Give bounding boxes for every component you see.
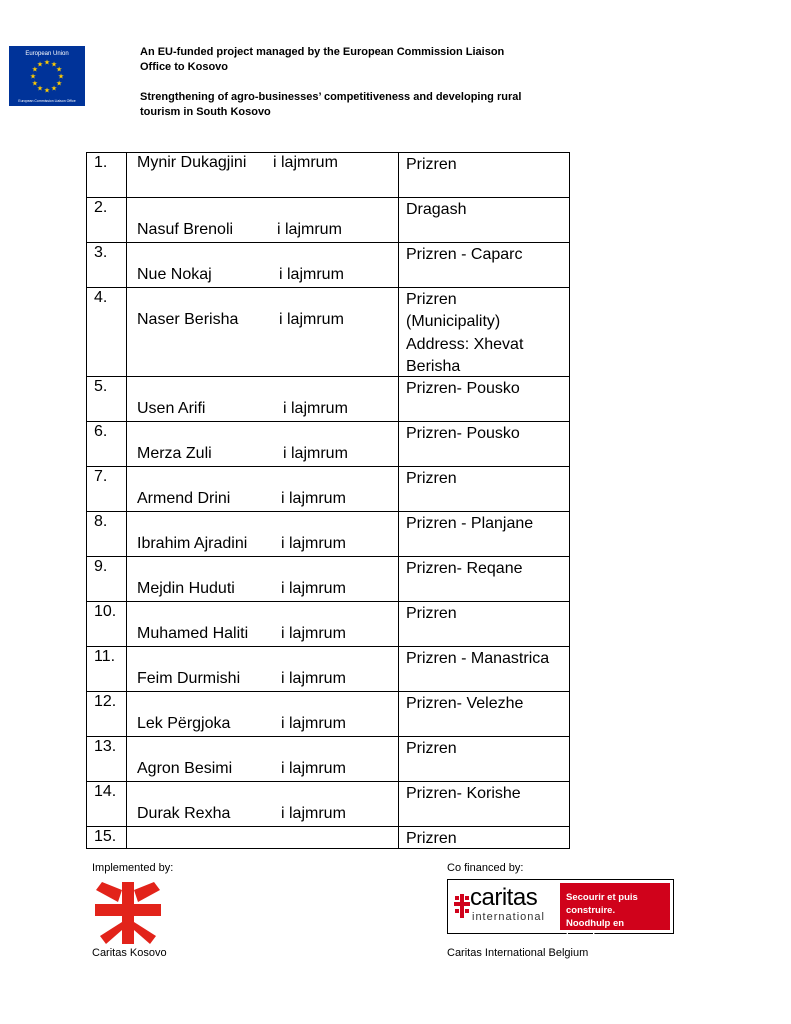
row-number-cell <box>87 288 127 377</box>
location-line: Prizren <box>406 291 457 308</box>
implemented-by-label: Implemented by: <box>92 862 174 874</box>
table-row <box>87 737 570 782</box>
header-line-4: tourism in South Kosovo <box>140 106 271 118</box>
row-number: 12. <box>94 693 117 710</box>
row-number: 13. <box>94 738 117 755</box>
eu-logo <box>9 46 85 106</box>
location-cell <box>399 377 570 422</box>
location-cell <box>399 422 570 467</box>
name-cell <box>127 467 399 512</box>
row-number: 10. <box>94 603 117 620</box>
location-line: Prizren <box>406 470 457 487</box>
row-number: 7. <box>94 468 108 485</box>
name-cell <box>127 288 399 377</box>
location-text <box>406 828 457 850</box>
name-cell <box>127 602 399 647</box>
table-row <box>87 377 570 422</box>
row-number: 8. <box>94 513 108 530</box>
status-text: i lajmrum <box>273 154 338 171</box>
location-text <box>406 603 457 625</box>
person-name: Mynir Dukagjini <box>137 154 247 171</box>
eu-star-icon: ★ <box>36 85 44 93</box>
location-line: Prizren - Caparc <box>406 246 523 263</box>
location-line: Prizren - Manastrica <box>406 650 550 667</box>
location-cell <box>399 647 570 692</box>
row-number: 15. <box>94 828 117 845</box>
name-cell <box>127 512 399 557</box>
person-name: Feim Durmishi <box>137 670 241 687</box>
location-line: Dragash <box>406 201 467 218</box>
location-line: Prizren- Reqane <box>406 560 523 577</box>
name-cell <box>127 557 399 602</box>
eu-star-icon: ★ <box>50 61 58 69</box>
eu-star-icon: ★ <box>31 66 39 74</box>
status-text: i lajmrum <box>281 670 346 687</box>
row-number: 1. <box>94 154 108 171</box>
table-row <box>87 288 570 377</box>
eu-star-icon: ★ <box>31 80 39 88</box>
table-row <box>87 557 570 602</box>
location-cell <box>399 782 570 827</box>
eu-star-icon: ★ <box>55 80 63 88</box>
location-line: Prizren <box>406 156 457 173</box>
name-cell <box>127 737 399 782</box>
row-number-cell <box>87 557 127 602</box>
location-line: Prizren- Velezhe <box>406 695 524 712</box>
table-row <box>87 467 570 512</box>
table-row <box>87 243 570 288</box>
row-number: 2. <box>94 199 108 216</box>
status-text: i lajmrum <box>281 580 346 597</box>
location-cell <box>399 737 570 782</box>
status-text: i lajmrum <box>281 805 346 822</box>
eu-logo-title: European Union <box>25 51 69 57</box>
row-number: 3. <box>94 244 108 261</box>
caritas-small-cross-icon <box>454 894 470 918</box>
implementer-name: Caritas Kosovo <box>92 947 167 959</box>
header-line-1: An EU-funded project managed by the European Commission Liaison <box>140 46 505 58</box>
location-text <box>406 199 466 221</box>
status-text: i lajmrum <box>279 266 344 283</box>
row-number: 4. <box>94 289 108 306</box>
table-row <box>87 422 570 467</box>
location-cell <box>399 602 570 647</box>
row-number-cell <box>87 692 127 737</box>
location-line: (Municipality) <box>406 313 501 331</box>
location-line: Prizren- Korishe <box>406 785 521 802</box>
location-line: Prizren <box>406 740 457 757</box>
table-row <box>87 827 570 849</box>
location-text <box>406 738 457 760</box>
table-row <box>87 692 570 737</box>
status-text: i lajmrum <box>281 535 346 552</box>
location-text <box>406 244 522 266</box>
status-text: i lajmrum <box>279 311 344 328</box>
status-text: i lajmrum <box>277 221 342 238</box>
row-number: 9. <box>94 558 108 575</box>
row-number-cell <box>87 647 127 692</box>
table-row <box>87 512 570 557</box>
location-text <box>406 423 520 445</box>
status-text: i lajmrum <box>281 625 346 642</box>
location-line: Prizren <box>406 830 457 847</box>
eu-star-icon: ★ <box>43 59 51 67</box>
row-number-cell <box>87 153 127 198</box>
table-row <box>87 153 570 198</box>
person-name: Muhamed Haliti <box>137 625 249 642</box>
table-row <box>87 782 570 827</box>
eu-star-icon: ★ <box>50 85 58 93</box>
row-number-cell <box>87 827 127 849</box>
status-text: i lajmrum <box>281 760 346 777</box>
participants-table-grid <box>86 152 570 849</box>
row-number-cell <box>87 198 127 243</box>
person-name: Merza Zuli <box>137 445 212 462</box>
row-number: 14. <box>94 783 117 800</box>
caritas-cross-icon <box>92 880 164 946</box>
caritas-international-logo <box>447 879 674 942</box>
eu-star-icon: ★ <box>57 73 65 81</box>
location-text <box>406 648 549 670</box>
status-text: i lajmrum <box>283 400 348 417</box>
location-text <box>406 289 523 379</box>
person-name: Armend Drini <box>137 490 231 507</box>
location-line: Prizren - Planjane <box>406 515 534 532</box>
location-text <box>406 513 533 535</box>
location-text <box>406 783 521 805</box>
eu-star-icon: ★ <box>55 66 63 74</box>
location-cell <box>399 198 570 243</box>
row-number-cell <box>87 782 127 827</box>
location-text <box>406 378 520 400</box>
location-cell <box>399 557 570 602</box>
header-line-3: Strengthening of agro-businesses’ competitiveness and developing rural <box>140 91 522 103</box>
location-cell <box>399 243 570 288</box>
caritas-international-wordmark: international <box>472 911 545 923</box>
caritas-slogan-fr: Secourir et puis construire. <box>566 892 638 916</box>
row-number-cell <box>87 243 127 288</box>
name-cell <box>127 243 399 288</box>
location-cell <box>399 827 570 849</box>
name-cell <box>127 782 399 827</box>
name-cell <box>127 377 399 422</box>
person-name: Ibrahim Ajradini <box>137 535 248 552</box>
co-financed-by-label: Co financed by: <box>447 862 524 874</box>
row-number-cell <box>87 422 127 467</box>
row-number-cell <box>87 467 127 512</box>
person-name: Lek Përgjoka <box>137 715 231 732</box>
caritas-slogan-box <box>560 883 670 942</box>
name-cell <box>127 827 399 849</box>
location-text <box>406 468 457 490</box>
table-row <box>87 647 570 692</box>
row-number: 11. <box>94 648 116 665</box>
row-number: 5. <box>94 378 108 395</box>
person-name: Naser Berisha <box>137 311 239 328</box>
person-name: Durak Rexha <box>137 805 231 822</box>
location-cell <box>399 692 570 737</box>
location-cell <box>399 153 570 198</box>
row-number-cell <box>87 512 127 557</box>
caritas-slogan-nl: Noodhulp en heropbouw. <box>566 918 625 942</box>
name-cell <box>127 198 399 243</box>
name-cell <box>127 153 399 198</box>
location-text <box>406 154 457 176</box>
header-line-2: Office to Kosovo <box>140 61 229 73</box>
name-cell <box>127 647 399 692</box>
location-line: Address: Xhevat <box>406 335 524 353</box>
row-number: 6. <box>94 423 108 440</box>
name-cell <box>127 422 399 467</box>
eu-logo-subtitle: European Commission Liaison Office <box>18 99 76 103</box>
person-name: Mejdin Huduti <box>137 580 235 597</box>
name-cell <box>127 692 399 737</box>
location-line: Prizren- Pousko <box>406 425 520 442</box>
status-text: i lajmrum <box>283 445 348 462</box>
financer-name: Caritas International Belgium <box>447 947 589 959</box>
row-number-cell <box>87 737 127 782</box>
location-text <box>406 558 523 580</box>
location-line: Prizren- Pousko <box>406 380 520 397</box>
location-cell <box>399 467 570 512</box>
location-cell <box>399 512 570 557</box>
table-row <box>87 602 570 647</box>
person-name: Nue Nokaj <box>137 266 212 283</box>
location-text <box>406 693 523 715</box>
caritas-wordmark: caritas <box>470 884 538 911</box>
row-number-cell <box>87 602 127 647</box>
location-cell <box>399 288 570 377</box>
eu-star-icon: ★ <box>43 87 51 95</box>
participants-table <box>86 152 567 846</box>
row-number-cell <box>87 377 127 422</box>
status-text: i lajmrum <box>281 715 346 732</box>
person-name: Usen Arifi <box>137 400 206 417</box>
location-line: Prizren <box>406 605 457 622</box>
person-name: Nasuf Brenoli <box>137 221 234 238</box>
location-line: Berisha <box>406 358 461 376</box>
table-row <box>87 198 570 243</box>
status-text: i lajmrum <box>281 490 346 507</box>
person-name: Agron Besimi <box>137 760 233 777</box>
eu-star-icon: ★ <box>36 61 44 69</box>
eu-star-icon: ★ <box>29 73 37 81</box>
